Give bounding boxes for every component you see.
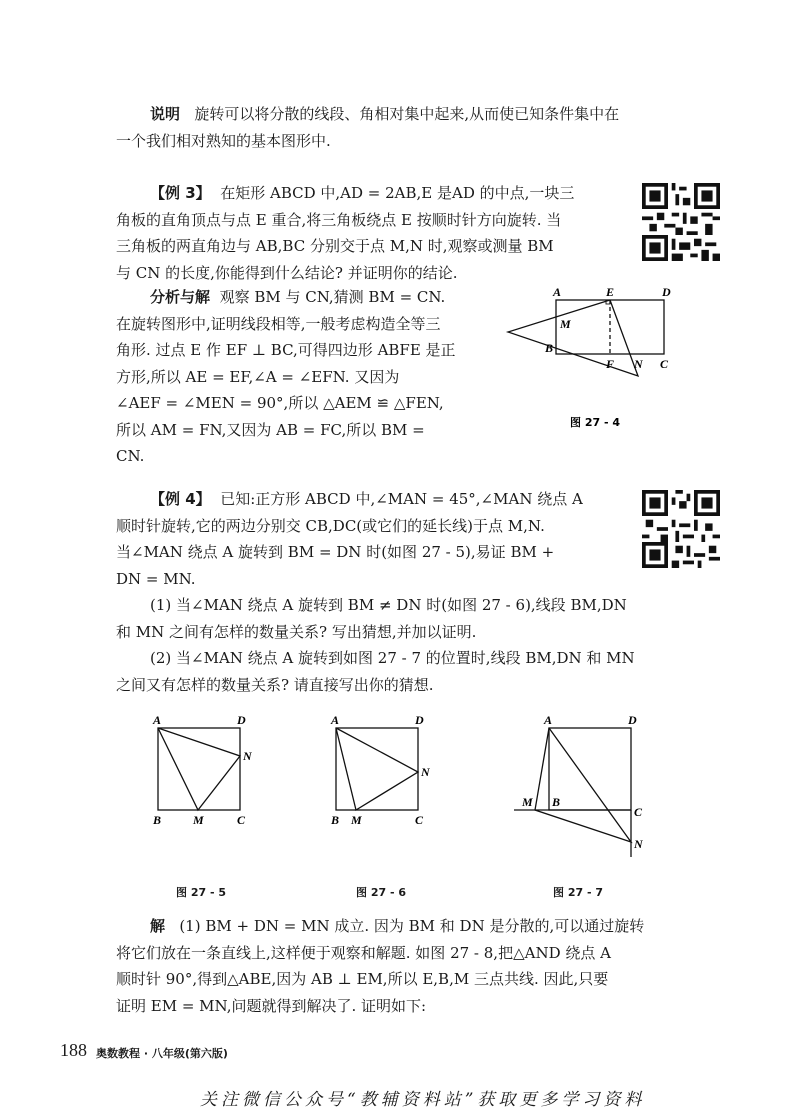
figure-27-7 [514, 712, 654, 862]
label-N: N [634, 357, 643, 371]
qr-code-icon[interactable] [642, 183, 720, 261]
label-M: M [522, 795, 533, 809]
label-D: D [415, 713, 424, 727]
label-D: D [628, 713, 637, 727]
question-1-line1: (1) 当∠MAN 绕点 A 旋转到 BM ≠ DN 时(如图 27 - 6),线段 BM,DN [150, 596, 627, 614]
label-B: B [552, 795, 561, 809]
example4-line: 当∠MAN 绕点 A 旋转到 BM = DN 时(如图 27 - 5),易证 BM + [116, 543, 555, 561]
label-N: N [634, 837, 643, 851]
analysis-line: 在旋转图形中,证明线段相等,一般考虑构造全等三 [116, 314, 441, 333]
note-paragraph [116, 101, 710, 154]
example3-analysis [116, 284, 496, 470]
analysis-line: 方形,所以 AE = EF,∠A = ∠EFN. 又因为 [116, 367, 400, 386]
note-label: 说明 [150, 105, 181, 123]
example4-label: 【例 4】 [150, 490, 211, 508]
solution-label: 解 [150, 917, 166, 935]
label-A: A [553, 285, 562, 299]
figure-27-7-caption: 图 27 - 7 [553, 886, 604, 899]
label-N: N [243, 749, 252, 763]
analysis-line: ∠AEF = ∠MEN = 90°,所以 △AEM ≌ △FEN, [116, 394, 444, 412]
analysis-line: 角形. 过点 E 作 EF ⊥ BC,可得四边形 ABFE 是正 [116, 341, 456, 359]
analysis-line: CN. [116, 447, 145, 465]
label-E: E [606, 285, 615, 299]
figure-27-4-caption: 图 27 - 4 [570, 416, 621, 429]
question-2-line2: 之间又有怎样的数量关系? 请直接写出你的猜想. [116, 675, 434, 694]
label-N: N [421, 765, 430, 779]
label-F: F [606, 357, 615, 371]
label-M: M [193, 813, 204, 827]
analysis-label: 分析与解 [150, 288, 211, 306]
label-C: C [237, 813, 246, 827]
question-1-line2: 和 MN 之间有怎样的数量关系? 写出猜想,并加以证明. [116, 622, 477, 641]
label-A: A [544, 713, 553, 727]
label-B: B [153, 813, 162, 827]
figure-27-6-caption: 图 27 - 6 [356, 886, 407, 899]
qr-code-icon[interactable] [642, 490, 720, 568]
label-A: A [331, 713, 340, 727]
example4-line: 已知:正方形 ABCD 中,∠MAN = 45°,∠MAN 绕点 A [220, 490, 583, 508]
label-B: B [331, 813, 340, 827]
example4-problem [116, 486, 636, 592]
figure-27-5 [140, 712, 270, 832]
example3-label: 【例 3】 [150, 184, 211, 202]
label-M: M [560, 317, 571, 331]
solution-line: 将它们放在一条直线上,这样便于观察和解题. 如图 27 - 8,把△AND 绕点 A [116, 943, 611, 962]
example3-line: 在矩形 ABCD 中,AD = 2AB,E 是AD 的中点,一块三 [220, 184, 575, 202]
example4-questions [116, 592, 696, 698]
label-C: C [634, 805, 643, 819]
example3-line: 与 CN 的长度,你能得到什么结论? 并证明你的结论. [116, 263, 458, 282]
label-A: A [153, 713, 162, 727]
figure-27-6 [318, 712, 448, 832]
figure-27-5-caption: 图 27 - 5 [176, 886, 227, 899]
label-C: C [415, 813, 424, 827]
label-C: C [660, 357, 669, 371]
label-D: D [237, 713, 246, 727]
note-text-line1: 旋转可以将分散的线段、角相对集中起来,从而使已知条件集中在 [194, 105, 620, 123]
note-text-line2: 一个我们相对熟知的基本图形中. [116, 131, 331, 150]
page-number: 188 [60, 1040, 87, 1060]
question-2-line1: (2) 当∠MAN 绕点 A 旋转到如图 27 - 7 的位置时,线段 BM,DN 和 MN [150, 649, 635, 667]
solution-line: (1) BM + DN = MN 成立. 因为 BM 和 DN 是分散的,可以通过旋转 [179, 917, 645, 935]
watermark-text: 关注微信公众号“教辅资料站”获取更多学习资料 [200, 1090, 646, 1110]
label-D: D [662, 285, 671, 299]
solution-paragraph [116, 913, 696, 1019]
example3-line: 三角板的两直角边与 AB,BC 分别交于点 M,N 时,观察或测量 BM [116, 237, 554, 255]
example3-problem [116, 180, 636, 286]
analysis-line: 所以 AM = FN,又因为 AB = FC,所以 BM = [116, 420, 425, 439]
label-M: M [351, 813, 362, 827]
example4-line: 顺时针旋转,它的两边分别交 CB,DC(或它们的延长线)于点 M,N. [116, 516, 545, 535]
figure-27-4 [500, 280, 690, 440]
solution-line: 顺时针 90°,得到△ABE,因为 AB ⊥ EM,所以 E,B,M 三点共线. 因此,只要 [116, 970, 609, 988]
example3-line: 角板的直角顶点与点 E 重合,将三角板绕点 E 按顺时针方向旋转. 当 [116, 210, 562, 229]
solution-line: 证明 EM = MN,问题就得到解决了. 证明如下: [116, 996, 427, 1015]
label-B: B [545, 341, 554, 355]
example4-line: DN = MN. [116, 569, 196, 588]
book-title: 奥数教程 · 八年级(第六版) [96, 1047, 228, 1060]
analysis-line: 观察 BM 与 CN,猜测 BM = CN. [219, 288, 446, 306]
